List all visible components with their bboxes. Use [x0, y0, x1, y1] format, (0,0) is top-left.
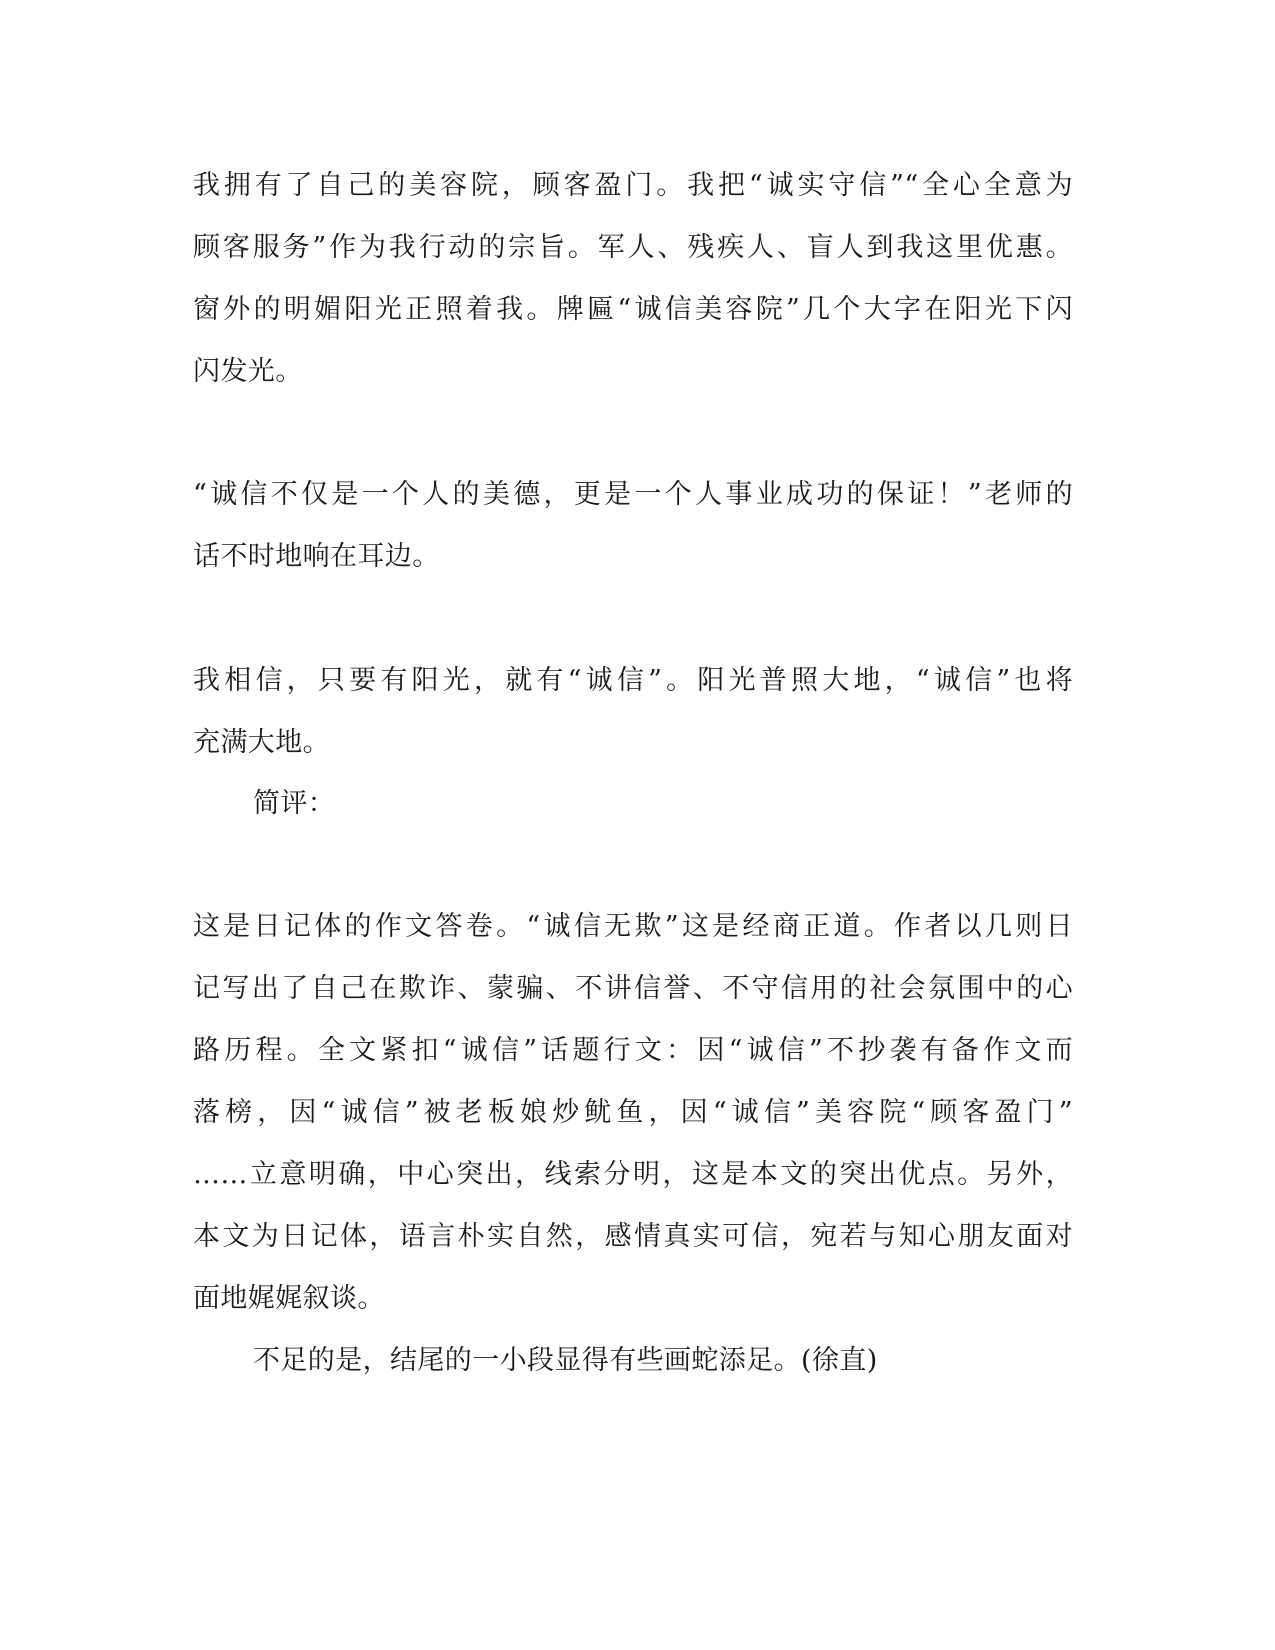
- text-line: 路历程。全文紧扣“诚信”话题行文：因“诚信”不抄袭有备作文而: [193, 1035, 1073, 1066]
- text-line: 面地娓娓叙谈。: [193, 1283, 385, 1314]
- text-line: 不足的是，结尾的一小段显得有些画蛇添足。(徐直): [253, 1345, 878, 1376]
- review-heading: 简评：: [253, 788, 336, 819]
- text-line: 充满大地。: [193, 727, 330, 758]
- text-line: 落榜，因“诚信”被老板娘炒鱿鱼，因“诚信”美容院“顾客盈门”: [193, 1097, 1073, 1128]
- text-line: 顾客服务”作为我行动的宗旨。军人、残疾人、盲人到我这里优惠。: [193, 232, 1073, 263]
- text-line: 窗外的明媚阳光正照着我。牌匾“诚信美容院”几个大字在阳光下闪: [193, 294, 1073, 325]
- text-line: ……立意明确，中心突出，线索分明，这是本文的突出优点。另外，: [193, 1159, 1073, 1190]
- text-line: “诚信不仅是一个人的美德，更是一个人事业成功的保证！”老师的: [193, 479, 1073, 510]
- text-line: 我拥有了自己的美容院，顾客盈门。我把“诚实守信”“全心全意为: [193, 170, 1073, 201]
- text-line: 我相信，只要有阳光，就有“诚信”。阳光普照大地，“诚信”也将: [193, 665, 1073, 696]
- text-line: 闪发光。: [193, 356, 303, 387]
- text-line: 本文为日记体，语言朴实自然，感情真实可信，宛若与知心朋友面对: [193, 1221, 1073, 1252]
- text-line: 记写出了自己在欺诈、蒙骗、不讲信誉、不守信用的社会氛围中的心: [193, 973, 1073, 1004]
- text-line: 这是日记体的作文答卷。“诚信无欺”这是经商正道。作者以几则日: [193, 911, 1073, 942]
- text-line: 话不时地响在耳边。: [193, 541, 440, 572]
